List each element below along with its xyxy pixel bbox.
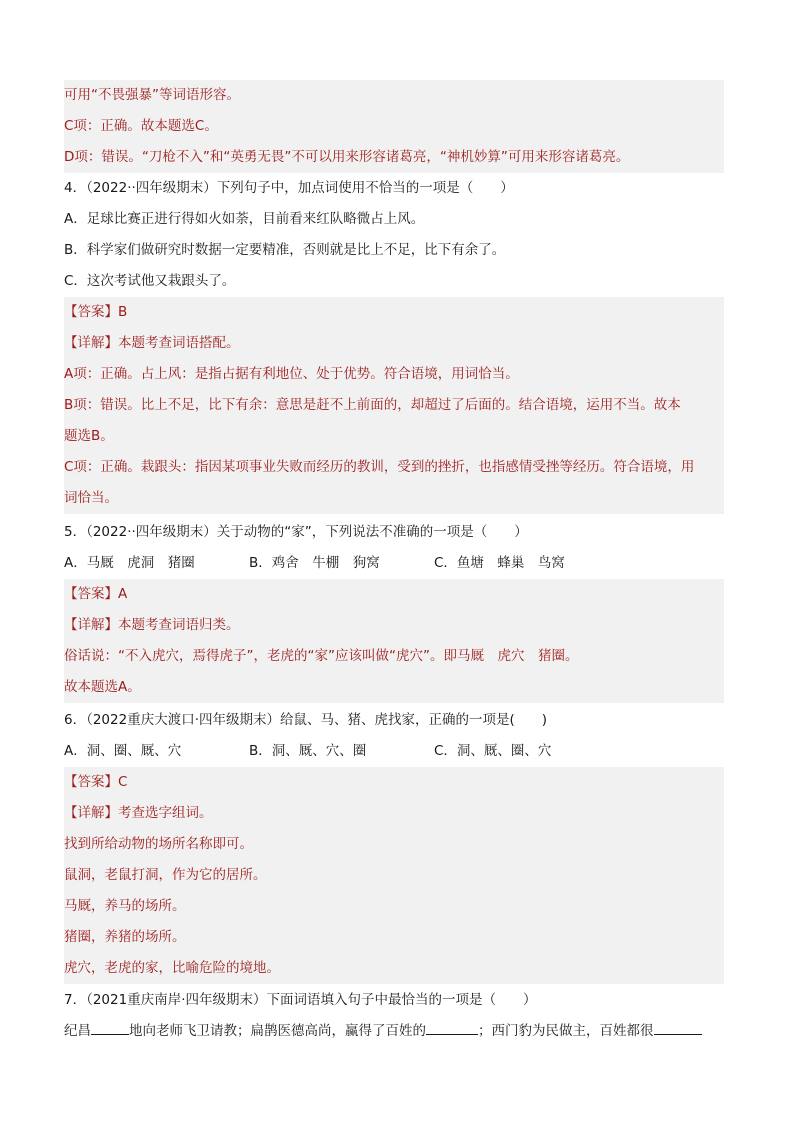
text-line: 虎穴，老虎的家，比喻危险的境地。 bbox=[64, 953, 724, 984]
detail-text: 本题考查词语搭配。 bbox=[118, 335, 240, 351]
text-line: 词恰当。 bbox=[64, 483, 724, 514]
sentence-part: ；西门豹为民做主，百姓都很 bbox=[478, 1023, 654, 1039]
option-b: B．鸡舍 牛棚 狗窝 bbox=[249, 555, 380, 571]
answer-tag: 【答案】 bbox=[64, 304, 118, 320]
question-4-stem: 4．（2022··四年级期末）下列句子中，加点词使用不恰当的一项是（ ） bbox=[64, 180, 514, 196]
question-5-options bbox=[64, 548, 724, 579]
sentence-part: 纪昌 bbox=[64, 1023, 91, 1039]
question-5-answer bbox=[64, 579, 724, 610]
answer-tag: 【答案】 bbox=[64, 774, 118, 790]
text-line: 猪圈，养猪的场所。 bbox=[64, 922, 724, 953]
text-line: 故本题选A。 bbox=[64, 672, 724, 703]
sentence-part: 地向老师飞卫请教；扁鹊医德高尚，赢得了百姓的 bbox=[129, 1023, 426, 1039]
answer-tag: 【答案】 bbox=[64, 586, 118, 602]
detail-tag: 【详解】 bbox=[64, 617, 118, 633]
detail-tag: 【详解】 bbox=[64, 335, 118, 351]
detail-tag: 【详解】 bbox=[64, 805, 118, 821]
question-7-stem: 7．（2021重庆南岸·四年级期末）下面词语填入句子中最恰当的一项是（ ） bbox=[64, 992, 537, 1008]
text-line: D项：错误。“刀枪不入”和“英勇无畏”不可以用来形容诸葛亮，“神机妙算”可用来形容诸葛亮。 bbox=[64, 142, 724, 173]
question-6-options bbox=[64, 736, 724, 767]
question-4-option-b: B．科学家们做研究时数据一定要精准，否则就是比上不足，比下有余了。 bbox=[64, 242, 506, 258]
text-line: 马厩，养马的场所。 bbox=[64, 891, 724, 922]
fill-blank bbox=[91, 1019, 129, 1035]
detail-text: 本题考查词语归类。 bbox=[118, 617, 240, 633]
option-a: A．马厩 虎洞 猪圈 bbox=[64, 555, 195, 571]
text-line: 鼠洞，老鼠打洞，作为它的居所。 bbox=[64, 860, 724, 891]
fill-blank bbox=[654, 1019, 702, 1035]
text-line: 可用“不畏强暴”等词语形容。 bbox=[64, 80, 724, 111]
question-5-detail bbox=[64, 610, 724, 641]
question-4-option-c: C．这次考试他又栽跟头了。 bbox=[64, 273, 236, 289]
answer-value: B bbox=[118, 304, 128, 320]
text-line: 找到所给动物的场所名称即可。 bbox=[64, 829, 724, 860]
fill-blank bbox=[426, 1019, 478, 1035]
option-a: A．洞、圈、厩、穴 bbox=[64, 743, 182, 759]
text-line: C项：正确。栽跟头：指因某项事业失败而经历的教训，受到的挫折，也指感情受挫等经历。符合语境，用 bbox=[64, 452, 724, 483]
answer-value: A bbox=[118, 586, 128, 602]
text-line: C项：正确。故本题选C。 bbox=[64, 111, 724, 142]
question-5-stem: 5．（2022··四年级期末）关于动物的“家”，下列说法不准确的一项是（ ） bbox=[64, 524, 528, 540]
text-line: 俗话说：“不入虎穴，焉得虎子”，老虎的“家”应该叫做“虎穴”。即马厩 虎穴 猪圈。 bbox=[64, 641, 724, 672]
answer-value: C bbox=[118, 774, 128, 790]
question-4-answer bbox=[64, 297, 724, 328]
detail-text: 考查选字组词。 bbox=[118, 805, 213, 821]
question-6-stem: 6．（2022重庆大渡口·四年级期末）给鼠、马、猪、虎找家，正确的一项是( ) bbox=[64, 712, 548, 728]
question-7-sentence bbox=[64, 1016, 724, 1047]
text-line: B项：错误。比上不足，比下有余：意思是赶不上前面的，却超过了后面的。结合语境，运用不当。故本 bbox=[64, 390, 724, 421]
option-b: B．洞、厩、穴、圈 bbox=[249, 743, 367, 759]
question-4-detail bbox=[64, 328, 724, 359]
text-line: A项：正确。占上风：是指占据有利地位、处于优势。符合语境，用词恰当。 bbox=[64, 359, 724, 390]
option-c: C．鱼塘 蜂巢 鸟窝 bbox=[434, 555, 565, 571]
text-line: 题选B。 bbox=[64, 421, 724, 452]
option-c: C．洞、厩、圈、穴 bbox=[434, 743, 552, 759]
question-4-option-a: A．足球比赛正进行得如火如荼，目前看来红队略微占上风。 bbox=[64, 211, 425, 227]
question-6-answer bbox=[64, 767, 724, 798]
question-6-detail bbox=[64, 798, 724, 829]
